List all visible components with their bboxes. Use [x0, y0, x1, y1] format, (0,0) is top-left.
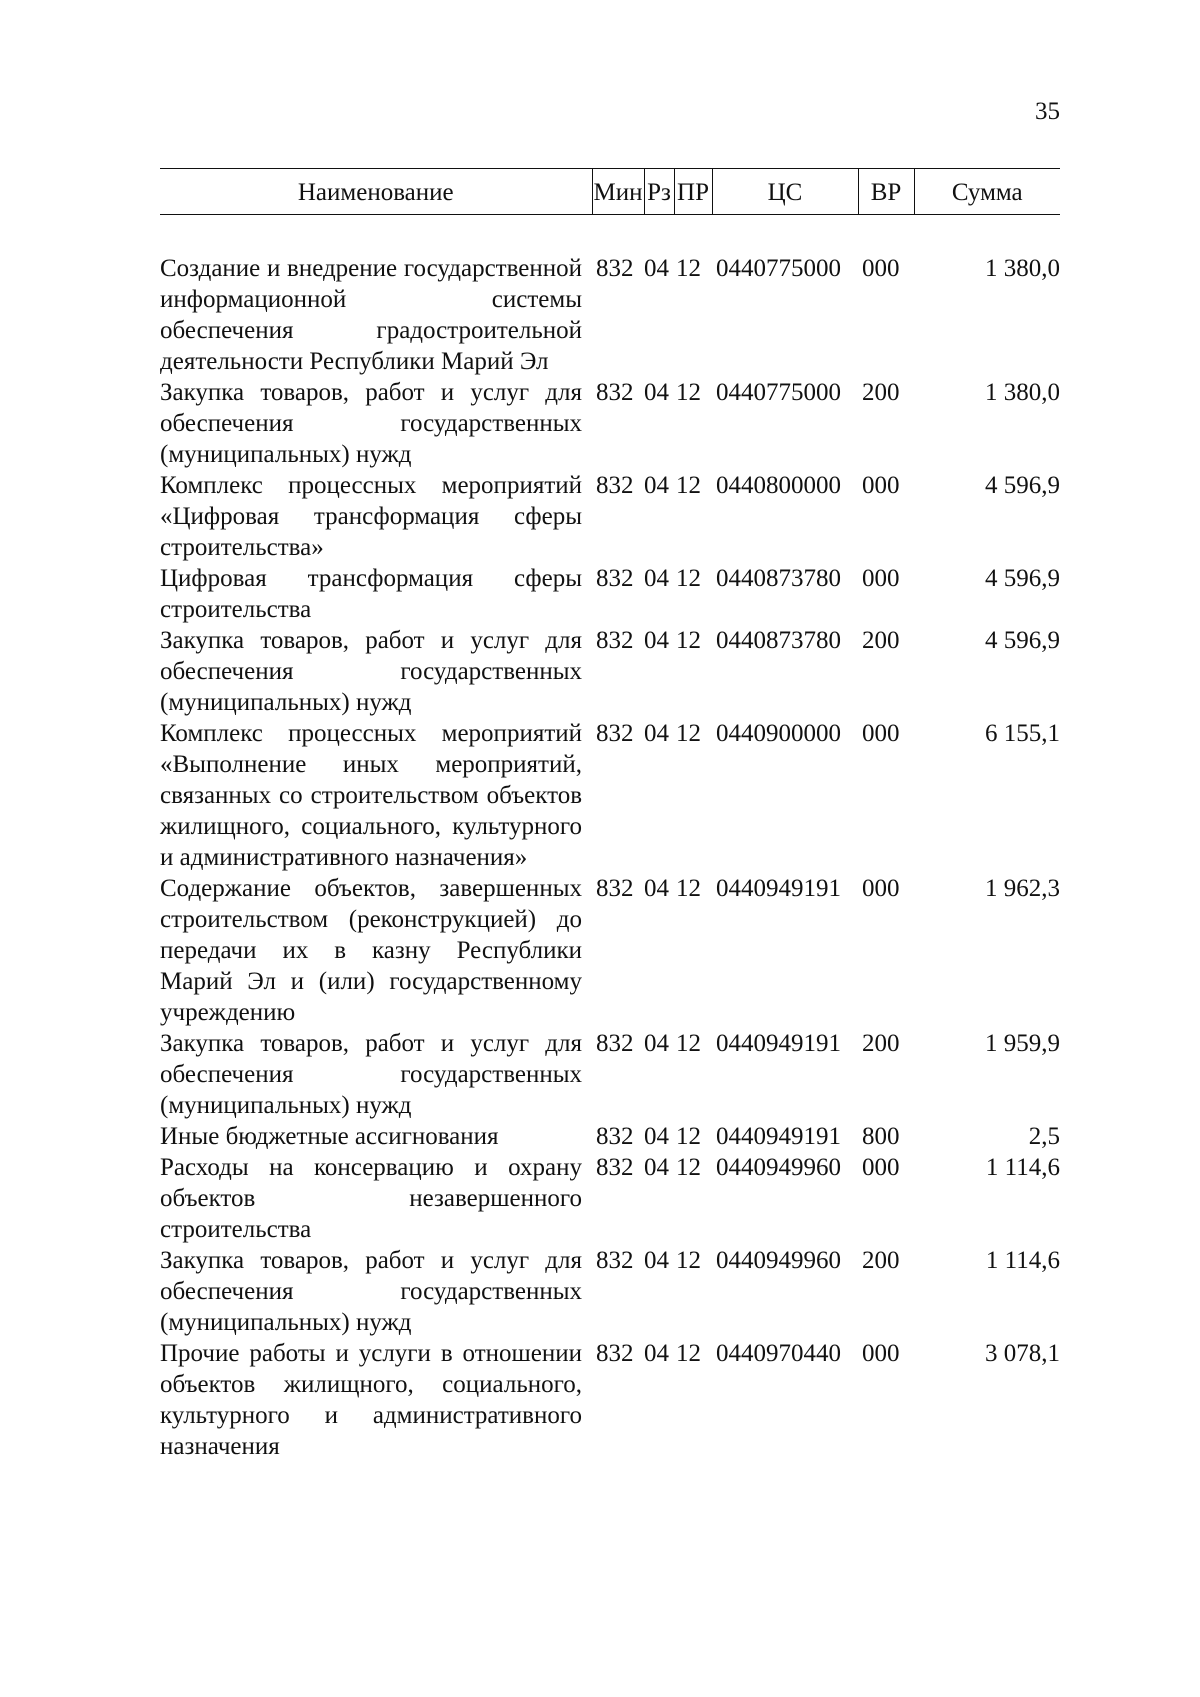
- row-sum: 2,5: [1028, 1123, 1060, 1150]
- row-pr: 12: [676, 565, 701, 592]
- row-pr: 12: [676, 379, 701, 406]
- table-header: [160, 169, 1060, 215]
- row-rz: 04: [644, 565, 669, 592]
- row-rz: 04: [644, 472, 669, 499]
- row-min: 832: [596, 1123, 634, 1150]
- table-row: [160, 718, 1060, 873]
- row-vr: 000: [862, 1340, 900, 1367]
- row-rz: 04: [644, 627, 669, 654]
- row-vr: 000: [862, 720, 900, 747]
- table-body: [160, 215, 1060, 1463]
- header-min: Мин: [592, 169, 644, 215]
- row-name: Закупка товаров, работ и услуг для обеспечения государственных (муниципальных) нужд: [160, 1030, 582, 1119]
- row-pr: 12: [676, 1154, 701, 1181]
- row-sum: 1 380,0: [985, 255, 1060, 282]
- row-pr: 12: [676, 875, 701, 902]
- row-pr: 12: [676, 627, 701, 654]
- budget-table: [160, 168, 1060, 1462]
- table-row: [160, 563, 1060, 625]
- row-pr: 12: [676, 472, 701, 499]
- row-min: 832: [596, 1340, 634, 1367]
- row-cs: 0440873780: [716, 565, 841, 592]
- row-pr: 12: [676, 255, 701, 282]
- row-min: 832: [596, 255, 634, 282]
- table-row: [160, 625, 1060, 718]
- row-name: Содержание объектов, завершенных строительством (реконструкцией) до передачи их в казну Республики Марий Эл и (или) государственному учреждению: [160, 875, 582, 1026]
- row-name: Закупка товаров, работ и услуг для обеспечения государственных (муниципальных) нужд: [160, 1247, 582, 1336]
- row-cs: 0440775000: [716, 255, 841, 282]
- table-row: [160, 470, 1060, 563]
- row-min: 832: [596, 1154, 634, 1181]
- row-rz: 04: [644, 1030, 669, 1057]
- row-pr: 12: [676, 1340, 701, 1367]
- row-name: Иные бюджетные ассигнования: [160, 1123, 499, 1150]
- row-rz: 04: [644, 720, 669, 747]
- row-rz: 04: [644, 1123, 669, 1150]
- row-name: Создание и внедрение государственной информационной системы обеспечения градостроительной деятельности Республики Марий Эл: [160, 255, 582, 375]
- row-rz: 04: [644, 1247, 669, 1274]
- header-cs: ЦС: [712, 169, 858, 215]
- table-row: [160, 873, 1060, 1028]
- row-sum: 4 596,9: [985, 627, 1060, 654]
- row-cs: 0440949960: [716, 1247, 841, 1274]
- row-sum: 4 596,9: [985, 565, 1060, 592]
- row-vr: 800: [862, 1123, 900, 1150]
- header-rz: Рз: [644, 169, 674, 215]
- row-min: 832: [596, 1247, 634, 1274]
- row-vr: 200: [862, 627, 900, 654]
- row-sum: 1 962,3: [985, 875, 1060, 902]
- row-cs: 0440800000: [716, 472, 841, 499]
- header-pr: ПР: [674, 169, 712, 215]
- row-rz: 04: [644, 1154, 669, 1181]
- row-rz: 04: [644, 379, 669, 406]
- header-vr: ВР: [858, 169, 914, 215]
- row-vr: 200: [862, 1030, 900, 1057]
- row-vr: 000: [862, 1154, 900, 1181]
- row-sum: 1 959,9: [985, 1030, 1060, 1057]
- row-name: Закупка товаров, работ и услуг для обеспечения государственных (муниципальных) нужд: [160, 627, 582, 716]
- row-min: 832: [596, 720, 634, 747]
- row-min: 832: [596, 875, 634, 902]
- row-min: 832: [596, 472, 634, 499]
- row-pr: 12: [676, 1123, 701, 1150]
- header-name: Наименование: [160, 169, 592, 215]
- row-name: Закупка товаров, работ и услуг для обеспечения государственных (муниципальных) нужд: [160, 379, 582, 468]
- page-number: 35: [1035, 98, 1060, 125]
- row-sum: 1 114,6: [985, 1154, 1060, 1181]
- header-spacer: [160, 215, 1060, 254]
- table-row: [160, 1245, 1060, 1338]
- row-cs: 0440949191: [716, 875, 841, 902]
- row-min: 832: [596, 379, 634, 406]
- row-pr: 12: [676, 720, 701, 747]
- table-row: [160, 1028, 1060, 1121]
- row-name: Комплекс процессных мероприятий «Цифровая трансформация сферы строительства»: [160, 472, 582, 561]
- row-min: 832: [596, 1030, 634, 1057]
- row-vr: 000: [862, 875, 900, 902]
- row-rz: 04: [644, 875, 669, 902]
- row-cs: 0440949960: [716, 1154, 841, 1181]
- table-row: [160, 253, 1060, 377]
- row-min: 832: [596, 627, 634, 654]
- table-row: [160, 1338, 1060, 1462]
- row-cs: 0440949191: [716, 1123, 841, 1150]
- row-min: 832: [596, 565, 634, 592]
- row-cs: 0440970440: [716, 1340, 841, 1367]
- row-name: Цифровая трансформация сферы строительства: [160, 565, 582, 623]
- table-row: [160, 377, 1060, 470]
- row-vr: 200: [862, 1247, 900, 1274]
- row-name: Комплекс процессных мероприятий «Выполнение иных мероприятий, связанных со строительством объектов жилищного, социального, культурного и административного назначения»: [160, 720, 582, 871]
- row-sum: 3 078,1: [985, 1340, 1060, 1367]
- row-rz: 04: [644, 255, 669, 282]
- row-vr: 000: [862, 255, 900, 282]
- row-vr: 000: [862, 472, 900, 499]
- row-vr: 200: [862, 379, 900, 406]
- table-row: [160, 1121, 1060, 1152]
- row-sum: 4 596,9: [985, 472, 1060, 499]
- row-cs: 0440775000: [716, 379, 841, 406]
- row-cs: 0440949191: [716, 1030, 841, 1057]
- row-sum: 1 380,0: [985, 379, 1060, 406]
- row-sum: 1 114,6: [985, 1247, 1060, 1274]
- table-row: [160, 1152, 1060, 1245]
- row-pr: 12: [676, 1247, 701, 1274]
- row-name: Прочие работы и услуги в отношении объектов жилищного, социального, культурного и административного назначения: [160, 1340, 582, 1460]
- row-sum: 6 155,1: [985, 720, 1060, 747]
- row-name: Расходы на консервацию и охрану объектов незавершенного строительства: [160, 1154, 582, 1243]
- row-cs: 0440873780: [716, 627, 841, 654]
- row-rz: 04: [644, 1340, 669, 1367]
- row-cs: 0440900000: [716, 720, 841, 747]
- row-pr: 12: [676, 1030, 701, 1057]
- row-vr: 000: [862, 565, 900, 592]
- header-sum: Сумма: [914, 169, 1060, 215]
